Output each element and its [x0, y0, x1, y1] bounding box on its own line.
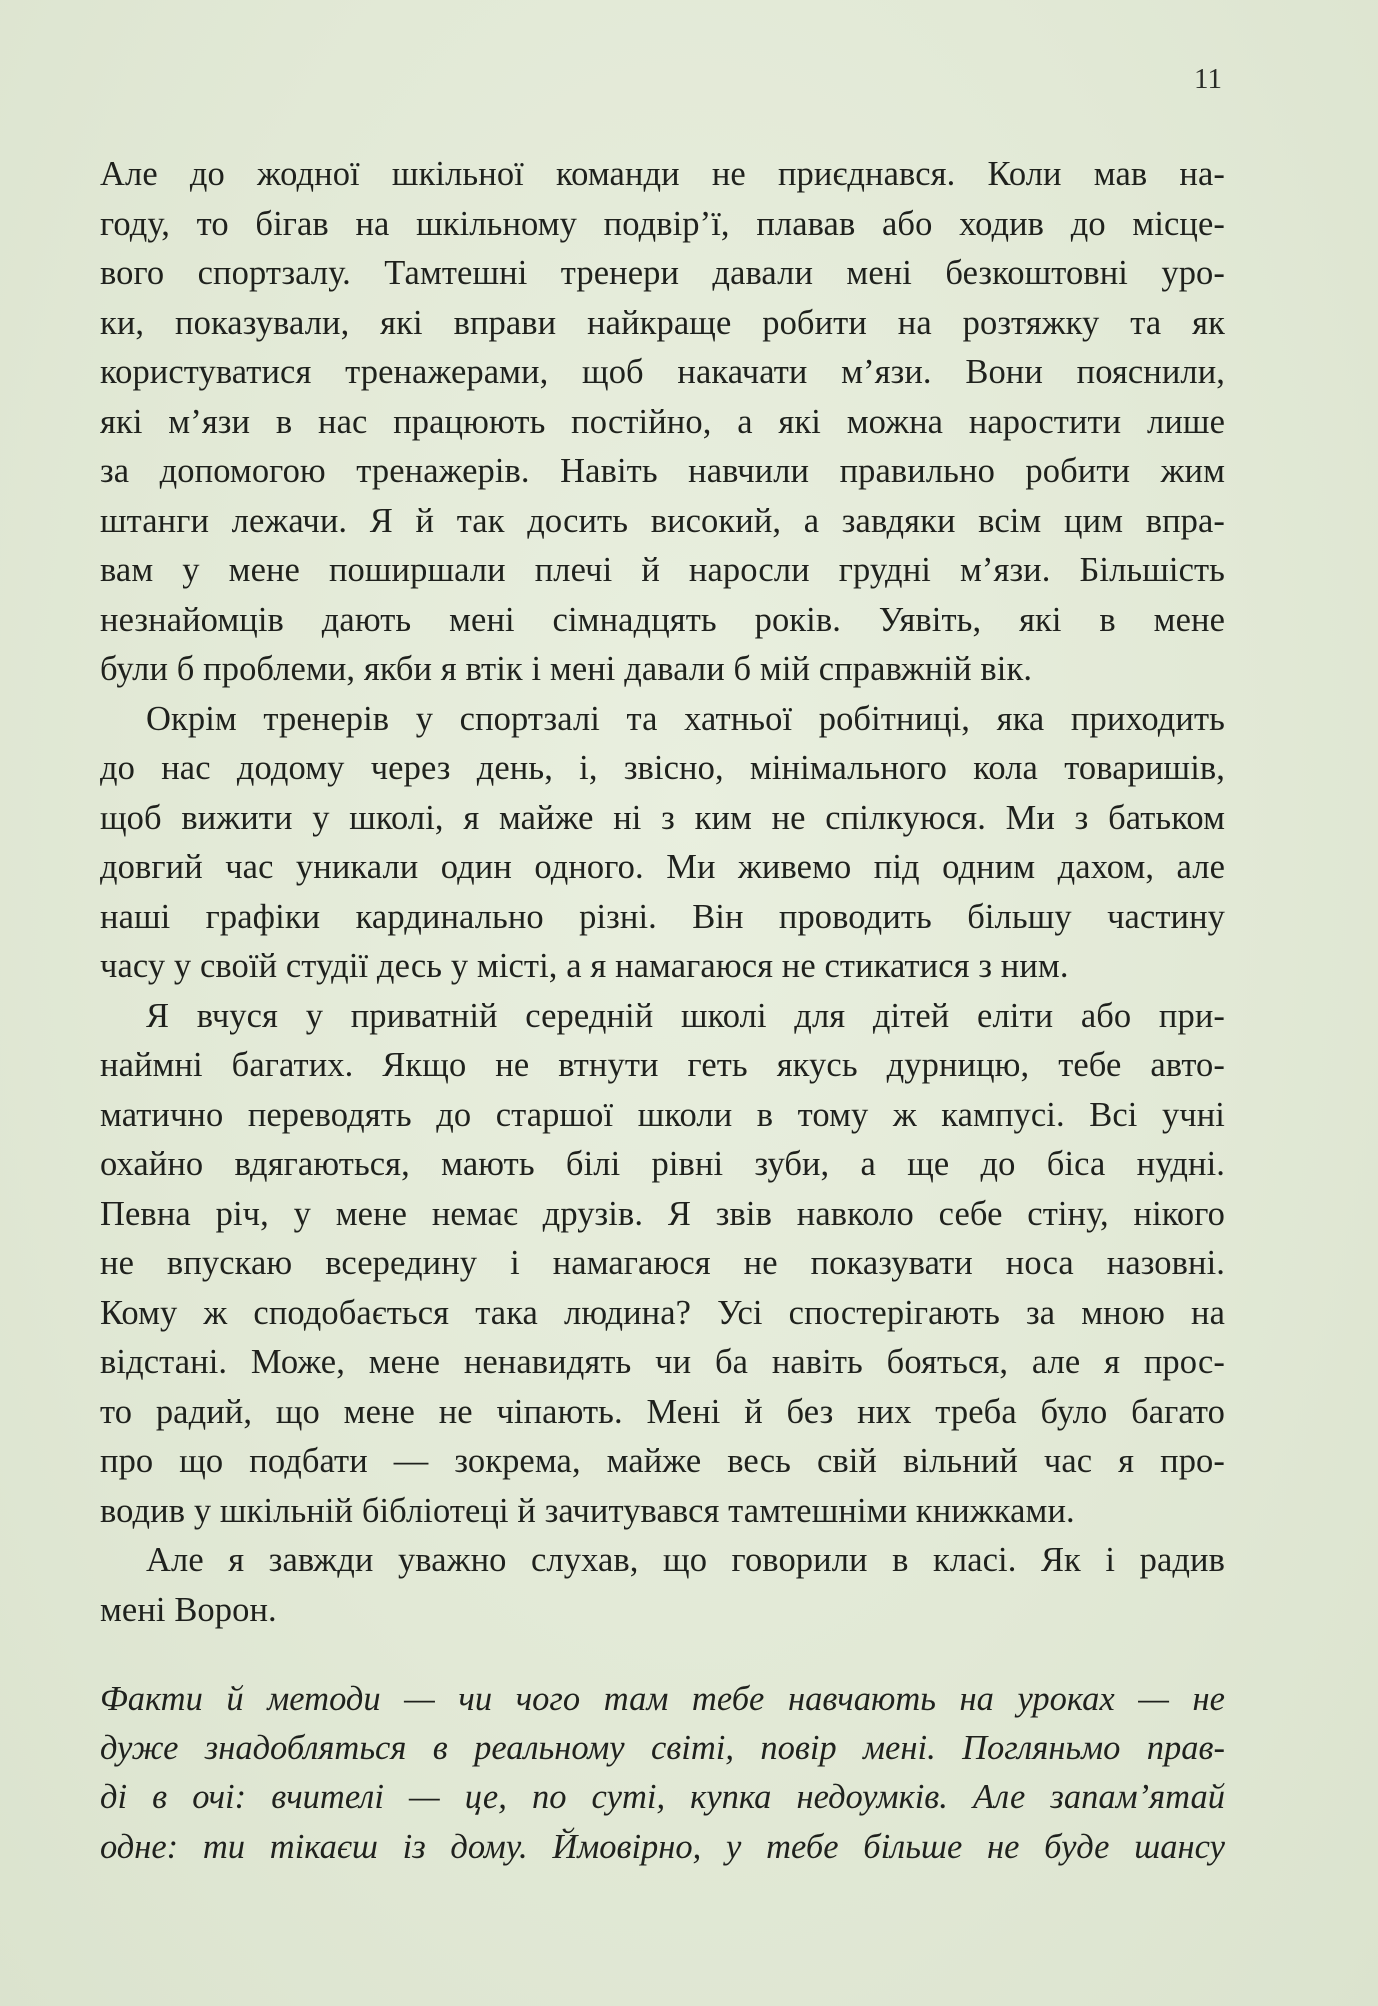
body-text	[100, 150, 1225, 1635]
text-line: користуватися тренажерами, щоб накачати м’язи. Вони пояснили,	[100, 353, 1225, 391]
text-line: про що подбати — зокрема, майже весь свій вільний час я про-	[100, 1442, 1225, 1480]
italic-quote	[100, 1675, 1225, 1872]
text-line: мені Ворон.	[100, 1590, 277, 1629]
text-line: не впускаю всередину і намагаюся не показувати носа назовні.	[100, 1244, 1225, 1282]
text-line: Певна річ, у мене немає друзів. Я звів навколо себе стіну, нікого	[100, 1194, 1225, 1233]
text-line: охайно вдягаються, мають білі рівні зуби, а ще до біса нудні.	[100, 1145, 1225, 1183]
text-line: були б проблеми, якби я втік і мені давали б мій справжній вік.	[100, 650, 1033, 688]
text-line: наші графіки кардинально різні. Він проводить більшу частину	[100, 897, 1225, 936]
paragraph	[100, 1536, 1225, 1635]
text-line: за допомогою тренажерів. Навіть навчили правильно робити жим	[100, 452, 1225, 490]
text-line: відстані. Може, мене ненавидять чи ба навіть бояться, але я прос-	[100, 1343, 1225, 1381]
text-line: Але до жодної шкільної команди не приєднався. Коли мав на-	[100, 155, 1225, 193]
text-line: году, то бігав на шкільному подвір’ї, плавав або ходив до місце-	[100, 204, 1225, 243]
text-line: ді в очі: вчителі — це, по суті, купка недоумків. Але запам’ятай	[100, 1778, 1225, 1817]
text-line: Факти й методи — чи чого там тебе навчають на уроках — не	[100, 1680, 1225, 1718]
text-line: вого спортзалу. Тамтешні тренери давали мені безкоштовні уро-	[100, 254, 1225, 292]
paragraph	[100, 150, 1225, 695]
text-line: штанги лежачи. Я й так досить високий, а завдяки всім цим впра-	[100, 501, 1225, 540]
page-number: 11	[1194, 63, 1222, 95]
text-line: довгий час уникали один одного. Ми живемо під одним дахом, але	[100, 848, 1225, 886]
text-line: одне: ти тікаєш із дому. Ймовірно, у тебе більше не буде шансу	[100, 1827, 1225, 1866]
text-line: які м’язи в нас працюють постійно, а які можна наростити лише	[100, 402, 1225, 441]
text-line: то радий, що мене не чіпають. Мені й без них треба було багато	[100, 1392, 1225, 1431]
text-line: часу у своїй студії десь у місті, а я намагаюся не стикатися з ним.	[100, 947, 1069, 985]
text-line: Але я завжди уважно слухав, що говорили в класі. Як і радив	[146, 1541, 1225, 1579]
text-line: водив у шкільній бібліотеці й зачитувався тамтешніми книжками.	[100, 1491, 1075, 1530]
text-line: матично переводять до старшої школи в тому ж кампусі. Всі учні	[100, 1095, 1225, 1134]
text-line: наймні багатих. Якщо не втнути геть якусь дурницю, тебе авто-	[100, 1046, 1225, 1084]
text-line: ки, показували, які вправи найкраще робити на розтяжку та як	[100, 303, 1225, 342]
text-line: Я вчуся у приватній середній школі для дітей еліти або при-	[146, 996, 1225, 1035]
text-line: дуже знадобляться в реальному світі, повір мені. Погляньмо прав-	[100, 1729, 1225, 1768]
text-line: вам у мене поширшали плечі й наросли грудні м’язи. Більшість	[100, 551, 1225, 589]
paragraph	[100, 695, 1225, 992]
text-line: Кому ж сподобається така людина? Усі спостерігають за мною на	[100, 1293, 1225, 1332]
text-line: Окрім тренерів у спортзалі та хатньої робітниці, яка приходить	[146, 699, 1225, 738]
text-line: до нас додому через день, і, звісно, мінімального кола товаришів,	[100, 749, 1225, 787]
text-line: щоб вижити у школі, я майже ні з ким не спілкуюся. Ми з батьком	[100, 798, 1225, 837]
paragraph	[100, 992, 1225, 1537]
text-line: незнайомців дають мені сімнадцять років. Уявіть, які в мене	[100, 600, 1225, 639]
